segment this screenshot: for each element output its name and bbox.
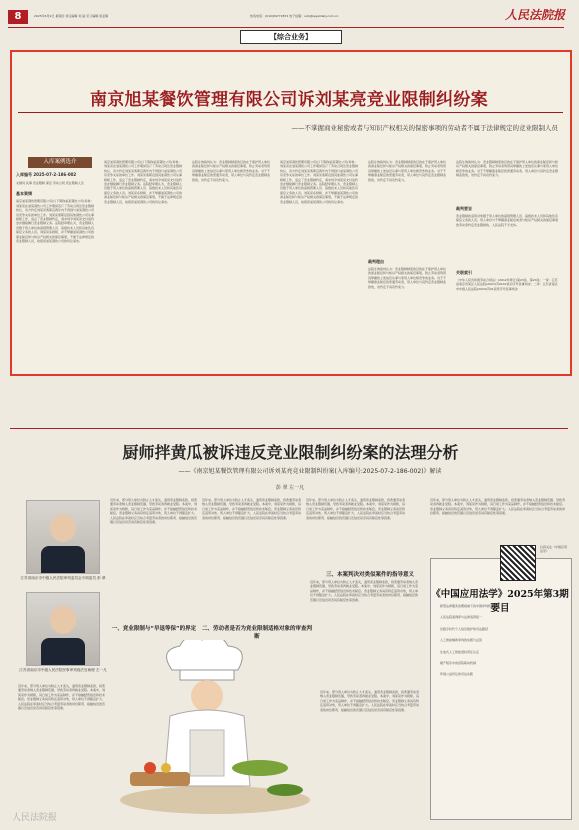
promo-item-6: 破产程序中的府院联动机制	[440, 661, 477, 666]
related-heading: 关联索引	[456, 270, 472, 275]
case-badge: 入库案例选介	[28, 157, 92, 168]
chef-illustration	[110, 640, 320, 820]
case-title: 南京旭某餐饮管理有限公司诉刘某亮竞业限制纠纷案	[90, 90, 488, 110]
case-body-col6: 法院生效裁判认为：竞业限制制度的目的在于保护用人单位的商业秘密和与知识产权相关的保密事项，防止劳动者利用其掌握的上述信息从事与原用人单位相竞争的业务。对于不掌握商业秘密的普通劳动者，用人单位与其约定竞业限制条款的，该约定不具有约束力。	[456, 160, 559, 178]
promo-item-5: 生成式人工智能侵权责任认定	[440, 649, 480, 654]
related-body: 《中华人民共和国劳动合同法》(2012年修正)第23条、第24条；一审：江苏省南京市某区人民法院(2023)苏0102民初字号民事判决；二审：江苏省南京市中级人民法院(2024)苏01民终字号民事判决	[456, 278, 558, 291]
article-section-3: 三、本案判决对类似案件的指导意义	[325, 572, 414, 578]
judgment-body: 法院生效裁判认为：竞业限制制度的目的在于保护用人单位的商业秘密和与知识产权相关的保密事项，防止劳动者利用其掌握的上述信息从事与原用人单位相竞争的业务。对于不掌握商业秘密的普通劳动者，用人单位与其约定竞业限制条款的，该约定不具有约束力。	[368, 267, 447, 289]
article-subtitle: ——《南京旭某餐饮管理有限公司诉刘某亮竞业限制纠纷案(入库编号:2025-07-2-186-002)》解读	[178, 468, 442, 475]
case-keywords: 关键词 民事 竞业限制 保密 劳动合同 竞业限制人员	[16, 181, 84, 185]
gist-heading: 裁判要旨	[456, 206, 472, 211]
case-body-col3: 法院生效裁判认为：竞业限制制度的目的在于保护用人单位的商业秘密和与知识产权相关的保密事项，防止劳动者利用其掌握的上述信息从事与原用人单位相竞争的业务。对于不掌握商业秘密的普通劳动者，用人单位与其约定竞业限制条款的，该约定不具有约束力。	[192, 160, 271, 182]
case-subtitle: ——不掌握商业秘密或者与知识产权相关的保密事项的劳动者不属于法律规定的竞业限制人员	[291, 124, 558, 132]
gist-body: 竞业限制的适用对象限于用人单位的高级管理人员、高级技术人员和其他负有保密义务的人员。用人单位与不掌握商业秘密或者与知识产权相关的保密事项的劳动者约定竞业限制的，人民法院不予支持。	[456, 214, 559, 227]
qr-caption: 扫码关注《中国应用法学》	[540, 545, 568, 554]
watermark: 人民法院报	[12, 813, 58, 823]
case-body-col5: 法院生效裁判认为：竞业限制制度的目的在于保护用人单位的商业秘密和与知识产权相关的保密事项，防止劳动者利用其掌握的上述信息从事与原用人单位相竞争的业务。对于不掌握商业秘密的普通劳动者，用人单位与其约定竞业限制条款的，该约定不具有约束力。	[368, 160, 447, 182]
case-body-col2: 南京旭某餐饮管理有限公司(以下简称旭某餐饮公司)诉称：刘某亮在旭某餐饮公司工作期间签订了劳动合同及竞业限制协议，双方约定刘某亮离职后两年内不得到与旭某餐饮公司有竞争关系的单位工作。刘某亮离职后到其他餐饮公司从事厨师工作，违反了竞业限制约定，请求判令刘某亮支付违约金并继续履行竞业限制义务。法院经审理认为，竞业限制人员限于用人单位的高级管理人员、高级技术人员和其他负有保密义务的人员。刘某亮系厨师，并不掌握旭某餐饮公司的商业秘密和与知识产权相关的保密事项，不属于法律规定的竞业限制人员，故驳回旭某餐饮公司的诉讼请求。	[104, 160, 183, 204]
author-photo-1	[26, 500, 100, 574]
case-body-col1: 南京旭某餐饮管理有限公司(以下简称旭某餐饮公司)诉称：刘某亮在旭某餐饮公司工作期间签订了劳动合同及竞业限制协议，双方约定刘某亮离职后两年内不得到与旭某餐饮公司有竞争关系的单位工作。刘某亮离职后到其他餐饮公司从事厨师工作，违反了竞业限制约定，请求判令刘某亮支付违约金并继续履行竞业限制义务。法院经审理认为，竞业限制人员限于用人单位的高级管理人员、高级技术人员和其他负有保密义务的人员。刘某亮系厨师，并不掌握旭某餐饮公司的商业秘密和与知识产权相关的保密事项，不属于法律规定的竞业限制人员，故驳回旭某餐饮公司的诉讼请求。	[16, 199, 95, 244]
contact-line: 热线电话：(010)84772872 电子信箱：sxb@legaldaily.com.cn	[250, 14, 339, 18]
article-body-col7: 近年来，部分用人单位为防止人才流失，滥用竞业限制条款，将普通劳动者纳入竞业限制范围，导致劳动者再就业受阻。本案中，刘某亮作为厨师，其日常工作为菜品制作，并不接触经营信息和技术秘密。竞业限制义务具有特定适用对象，用人单位不得随意扩大。人民法院在审查时应当综合考量劳动者的岗位职责、接触信息的范围以及信息是否具有秘密性等因素。	[320, 690, 420, 712]
article-body-col6: 近年来，部分用人单位为防止人才流失，滥用竞业限制条款，将普通劳动者纳入竞业限制范围，导致劳动者再就业受阻。本案中，刘某亮作为厨师，其日常工作为菜品制作，并不接触经营信息和技术秘密。竞业限制义务具有特定适用对象，用人单位不得随意扩大。人民法院在审查时应当综合考量劳动者的岗位职责、接触信息的范围以及信息是否具有秘密性等因素。	[430, 498, 565, 516]
case-ref-no: 入库编号 2025-07-2-186-002	[16, 172, 77, 177]
newspaper-logo: 人民法院报	[504, 8, 565, 22]
basic-facts-heading: 基本案情	[16, 191, 32, 197]
promo-item-2: 人民法院案例库与法律适用统一	[440, 615, 483, 620]
journal-promo-title: 《中国应用法学》2025年第3期要目	[431, 589, 569, 614]
promo-item-4: 人工智能辅助审判的实践与反思	[440, 638, 483, 643]
article-section-1: 一、竞业限制与“早退等保”的界定	[111, 626, 197, 632]
article-body-col1: 近年来，部分用人单位为防止人才流失，滥用竞业限制条款，将普通劳动者纳入竞业限制范围，导致劳动者再就业受阻。本案中，刘某亮作为厨师，其日常工作为菜品制作，并不接触经营信息和技术秘密。竞业限制义务具有特定适用对象，用人单位不得随意扩大。人民法院在审查时应当综合考量劳动者的岗位职责、接触信息的范围以及信息是否具有秘密性等因素。	[18, 684, 106, 711]
section-tag: 【综合业务】	[240, 30, 342, 44]
case-title-rule	[18, 112, 563, 113]
author-photo-2	[26, 592, 100, 666]
judgment-heading: 裁判理由	[368, 259, 384, 264]
issue-line: 2025年6月9日 星期四 责任编辑 刘 丽 见习编辑 庞亚静	[34, 14, 109, 18]
article-byline: 彭 翠 左一凡	[275, 485, 305, 491]
article-body-col5: 近年来，部分用人单位为防止人才流失，滥用竞业限制条款，将普通劳动者纳入竞业限制范围，导致劳动者再就业受阻。本案中，刘某亮作为厨师，其日常工作为菜品制作，并不接触经营信息和技术秘密。竞业限制义务具有特定适用对象，用人单位不得随意扩大。人民法院在审查时应当综合考量劳动者的岗位职责、接触信息的范围以及信息是否具有秘密性等因素。	[310, 580, 419, 602]
case-body-col4: 南京旭某餐饮管理有限公司(以下简称旭某餐饮公司)诉称：刘某亮在旭某餐饮公司工作期间签订了劳动合同及竞业限制协议，双方约定刘某亮离职后两年内不得到与旭某餐饮公司有竞争关系的单位工作。刘某亮离职后到其他餐饮公司从事厨师工作，违反了竞业限制约定，请求判令刘某亮支付违约金并继续履行竞业限制义务。法院经审理认为，竞业限制人员限于用人单位的高级管理人员、高级技术人员和其他负有保密义务的人员。刘某亮系厨师，并不掌握旭某餐饮公司的商业秘密和与知识产权相关的保密事项，不属于法律规定的竞业限制人员，故驳回旭某餐饮公司的诉讼请求。	[280, 160, 359, 204]
article-title: 厨师拌黄瓜被诉违反竞业限制纠纷案的法理分析	[122, 443, 459, 462]
page-number: 8	[8, 10, 28, 24]
promo-item-7: 环境公益诉讼的司法实践	[440, 672, 474, 677]
article-body-col2: 近年来，部分用人单位为防止人才流失，滥用竞业限制条款，将普通劳动者纳入竞业限制范围，导致劳动者再就业受阻。本案中，刘某亮作为厨师，其日常工作为菜品制作，并不接触经营信息和技术秘密。竞业限制义务具有特定适用对象，用人单位不得随意扩大。人民法院在审查时应当综合考量劳动者的岗位职责、接触信息的范围以及信息是否具有秘密性等因素。	[110, 498, 198, 525]
header-divider	[8, 27, 564, 28]
qr-code[interactable]	[500, 545, 536, 581]
article-body-col3: 近年来，部分用人单位为防止人才流失，滥用竞业限制条款，将普通劳动者纳入竞业限制范围，导致劳动者再就业受阻。本案中，刘某亮作为厨师，其日常工作为菜品制作，并不接触经营信息和技术秘密。竞业限制义务具有特定适用对象，用人单位不得随意扩大。人民法院在审查时应当综合考量劳动者的岗位职责、接触信息的范围以及信息是否具有秘密性等因素。	[202, 498, 302, 520]
article-top-rule	[10, 428, 568, 429]
article-section-2: 二、劳动者是否为竞业限制适格对象的审查判断	[202, 626, 313, 640]
promo-item-1: 新型法律服务治理视域下的中国审判机制研究	[440, 604, 501, 608]
author-caption-2: 江苏省南京市中级人民法院民事审判庭法官助理 左一凡	[19, 668, 107, 672]
author-caption-1: 江苏省南京市中级人民法院审判委员会专职委员 彭 翠	[20, 576, 106, 580]
article-body-col4: 近年来，部分用人单位为防止人才流失，滥用竞业限制条款，将普通劳动者纳入竞业限制范围，导致劳动者再就业受阻。本案中，刘某亮作为厨师，其日常工作为菜品制作，并不接触经营信息和技术秘密。竞业限制义务具有特定适用对象，用人单位不得随意扩大。人民法院在审查时应当综合考量劳动者的岗位职责、接触信息的范围以及信息是否具有秘密性等因素。	[306, 498, 406, 520]
promo-item-3: 论数字时代个人信息保护的司法路径	[440, 626, 489, 631]
